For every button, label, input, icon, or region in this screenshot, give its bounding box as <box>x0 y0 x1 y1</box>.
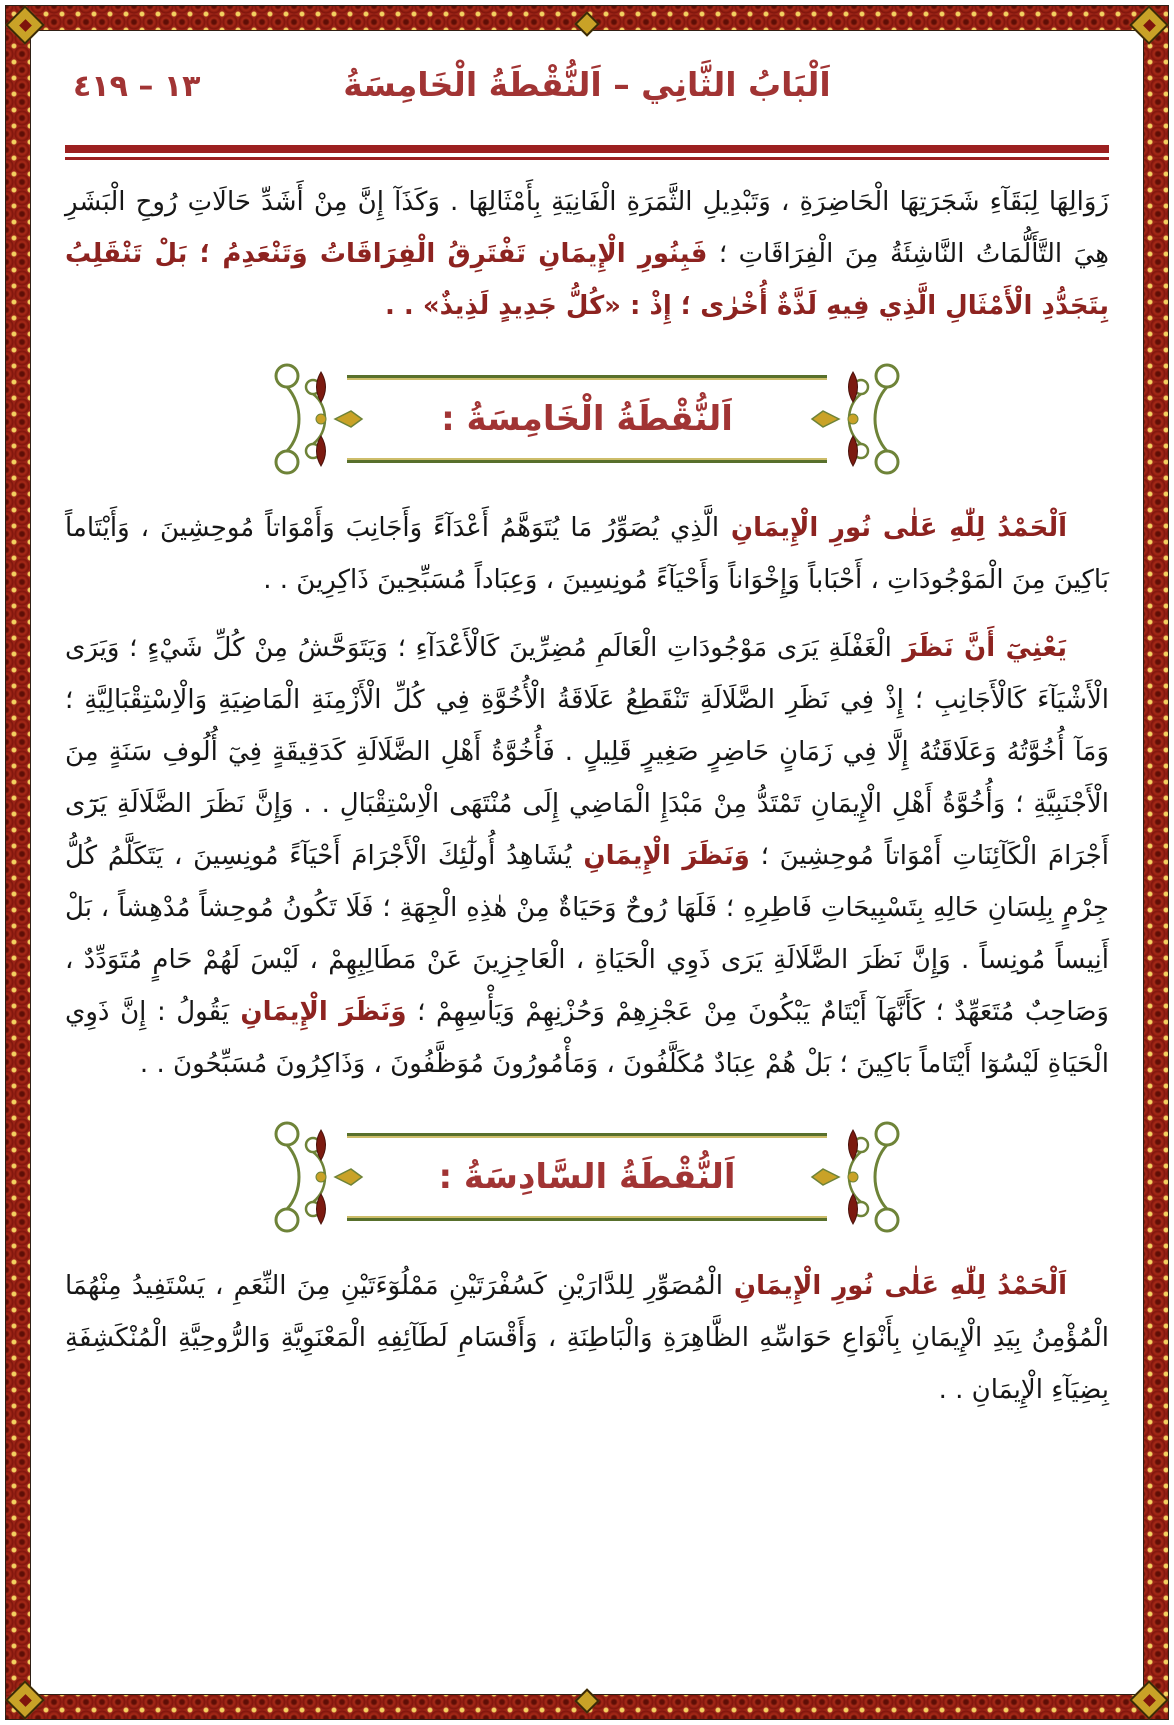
text-segment-black: يُشَاهِدُ أُولٰٓئِكَ الْأَجْرَامَ أَحْيَآءً مُونِسِينَ ، يَتَكَلَّمُ كُلُّ جِرْمٍ بِلِسَانِ حَالِهِ بِتَسْبِيحَاتِ فَاطِرِهِ ؛ فَلَهَا رُوحٌ وَحَيَاةٌ مِنْ هٰذِهِ الْجِهَةِ ؛ فَلَا تَكُونُ مُوحِشاً مُدْهِشاً ، بَلْ أَنِيساً مُونِساً . وَإِنَّ نَظَرَ الضَّلَالَةِ يَرَى ذَوِي الْحَيَاةِ ، الْعَاجِزِينَ عَنْ مَطَالِبِهِمْ ، لَيْسَ لَهُمْ حَامٍ مُتَوَدِّدٌ ، وَصَاحِبٌ مُتَعَهِّدٌ ؛ كَأَنَّهَآ أَيْتَامٌ يَبْكُونَ مِنْ عَجْزِهِمْ وَحُزْنِهِمْ وَيَأْسِهِمْ ؛ <box>65 841 1109 1027</box>
text-segment-red: يَعْنِيٓ أَنَّ نَظَرَ <box>891 633 1067 663</box>
border-corner-diamond-icon <box>1127 1678 1171 1722</box>
text-segment-black: زَوَالِهَا لِبَقَآءِ شَجَرَتِهَا الْحَاضِرَةِ ، وَتَبْدِيلِ الثَّمَرَةِ الْفَانِيَةِ بِأَمْثَالِهَا . وَكَذَآ إِنَّ مِنْ أَشَدِّ حَالَاتِ رُوحِ الْبَشَرِ هِيَ التَّأَلُّمَاتُ النَّاشِئَةُ مِنَ الْفِرَاقَاتِ ؛ <box>65 187 1109 269</box>
floral-flourish-icon <box>809 1112 905 1242</box>
text-segment-black: الَّذِي يُصَوِّرُ مَا يُتَوَهَّمُ أَعْدَآءً وَأَجَانِبَ وَأَمْوَاتاً مُوحِشِينَ ، وَأَيْتَاماً بَاكِينَ مِنَ الْمَوْجُودَاتِ ، أَحْبَاباً وَإِخْوَاناً وَأَحْيَآءً مُونِسِينَ ، وَعِبَاداً مُسَبِّحِينَ ذَاكِرِينَ . . <box>65 513 1109 595</box>
floral-flourish-icon <box>809 354 905 484</box>
text-segment-red: اَلْحَمْدُ لِلّٰهِ عَلٰى نُورِ الْإِيمَانِ <box>722 1271 1067 1301</box>
section-title-fifth-point: اَلنُّقْطَةُ الْخَامِسَةُ : <box>441 399 733 439</box>
text-segment-black: الْمُصَوِّرِ لِلدَّارَيْنِ كَسُفْرَتَيْنِ مَمْلُوٓءَتَيْنِ مِنَ النِّعَمِ ، يَسْتَفِيدُ مِنْهُمَا الْمُؤْمِنُ بِيَدِ الْإِيمَانِ بِأَنْوَاعِ حَوَاسِّهِ الظَّاهِرَةِ وَالْبَاطِنَةِ ، وَأَقْسَامِ لَطَآئِفِهِ الْمَعْنَوِيَّةِ وَالرُّوحِيَّةِ الْمُنْكَشِفَةِ بِضِيَآءِ الْإِيمَانِ . . <box>65 1271 1109 1405</box>
border-corner-diamond-icon <box>1127 3 1171 47</box>
text-segment-red: فَبِنُورِ الْإِيمَانِ تَفْتَرِقُ الْفِرَاقَاتُ وَتَنْعَدِمُ ؛ بَلْ تَنْقَلِبُ بِتَجَدُّدِ الْأَمْثَالِ الَّذِي فِيهِ لَذَّةٌ أُخْرٰى ؛ إِذْ : «كُلُّ جَدِيدٍ لَذِيذٌ» . . <box>65 239 1109 321</box>
border-center-diamond-icon <box>574 1688 600 1714</box>
ornament-frame <box>341 1133 833 1221</box>
section-title-sixth-point: اَلنُّقْطَةُ السَّادِسَةُ : <box>438 1157 736 1197</box>
page-number: ١٣ – ٤١٩ <box>73 69 201 104</box>
paragraph-continuation <box>65 176 1109 332</box>
paragraph-hamd-fifth <box>65 502 1109 606</box>
floral-flourish-icon <box>269 354 365 484</box>
paragraph-explanation <box>65 622 1109 1090</box>
page-title: اَلْبَابُ الثَّانِي – اَلنُّقْطَةُ الْخَامِسَةُ <box>343 65 831 104</box>
text-segment-red: اَلْحَمْدُ لِلّٰهِ عَلٰى نُورِ الْإِيمَانِ <box>719 513 1067 543</box>
section-ornament-sixth-point <box>197 1110 977 1244</box>
floral-flourish-icon <box>269 1112 365 1242</box>
page-header <box>65 59 1109 135</box>
border-corner-diamond-icon <box>3 3 47 47</box>
page-content <box>31 31 1143 1694</box>
text-segment-black: الْغَفْلَةِ يَرَى مَوْجُودَاتِ الْعَالَمِ مُضِرِّينَ كَالْأَعْدَآءِ ؛ وَيَتَوَحَّشُ مِنْ كُلِّ شَيْءٍ ؛ وَيَرَى الْأَشْيَآءَ كَالْأَجَانِبِ ؛ إِذْ فِي نَظَرِ الضَّلَالَةِ تَنْقَطِعُ عَلَاقَةُ الْأُخُوَّةِ فِي كُلِّ الْأَزْمِنَةِ الْمَاضِيَةِ وَالْاِسْتِقْبَالِيَّةِ ؛ وَمَآ أُخُوَّتُهُ وَعَلَاقَتُهُ إِلَّا فِي زَمَانٍ حَاضِرٍ صَغِيرٍ قَلِيلٍ . فَأُخُوَّةُ أَهْلِ الضَّلَالَةِ كَدَقِيقَةٍ فِيٓ أُلُوفِ سَنَةٍ مِنَ الْأَجْنَبِيَّةِ ؛ وَأُخُوَّةُ أَهْلِ الْإِيمَانِ تَمْتَدُّ مِنْ مَبْدَإِ الْمَاضِي إِلَى مُنْتَهَى الْاِسْتِقْبَالِ . . وَإِنَّ نَظَرَ الضَّلَالَةِ يَرَٓى أَجْرَامَ الْكَآئِنَاتِ أَمْوَاتاً مُوحِشِينَ ؛ <box>65 633 1110 871</box>
ornament-frame <box>341 375 833 463</box>
text-segment-black: يَقُولُ : إِنَّ ذَوِي الْحَيَاةِ لَيْسُوٓا أَيْتَاماً بَاكِينَ ؛ بَلْ هُمْ عِبَادٌ مُكَلَّفُونَ ، وَمَأْمُورُونَ مُوَظَّفُونَ ، وَذَاكِرُونَ مُسَبِّحُونَ . . <box>65 997 1109 1079</box>
border-corner-diamond-icon <box>3 1678 47 1722</box>
paragraph-hamd-sixth <box>65 1260 1109 1416</box>
text-segment-red: وَنَظَرَ الْإِيمَانِ <box>229 997 407 1027</box>
text-segment-red: وَنَظَرَ الْإِيمَانِ <box>571 841 750 871</box>
header-double-rule <box>65 145 1109 160</box>
border-center-diamond-icon <box>574 11 600 37</box>
section-ornament-fifth-point <box>197 352 977 486</box>
